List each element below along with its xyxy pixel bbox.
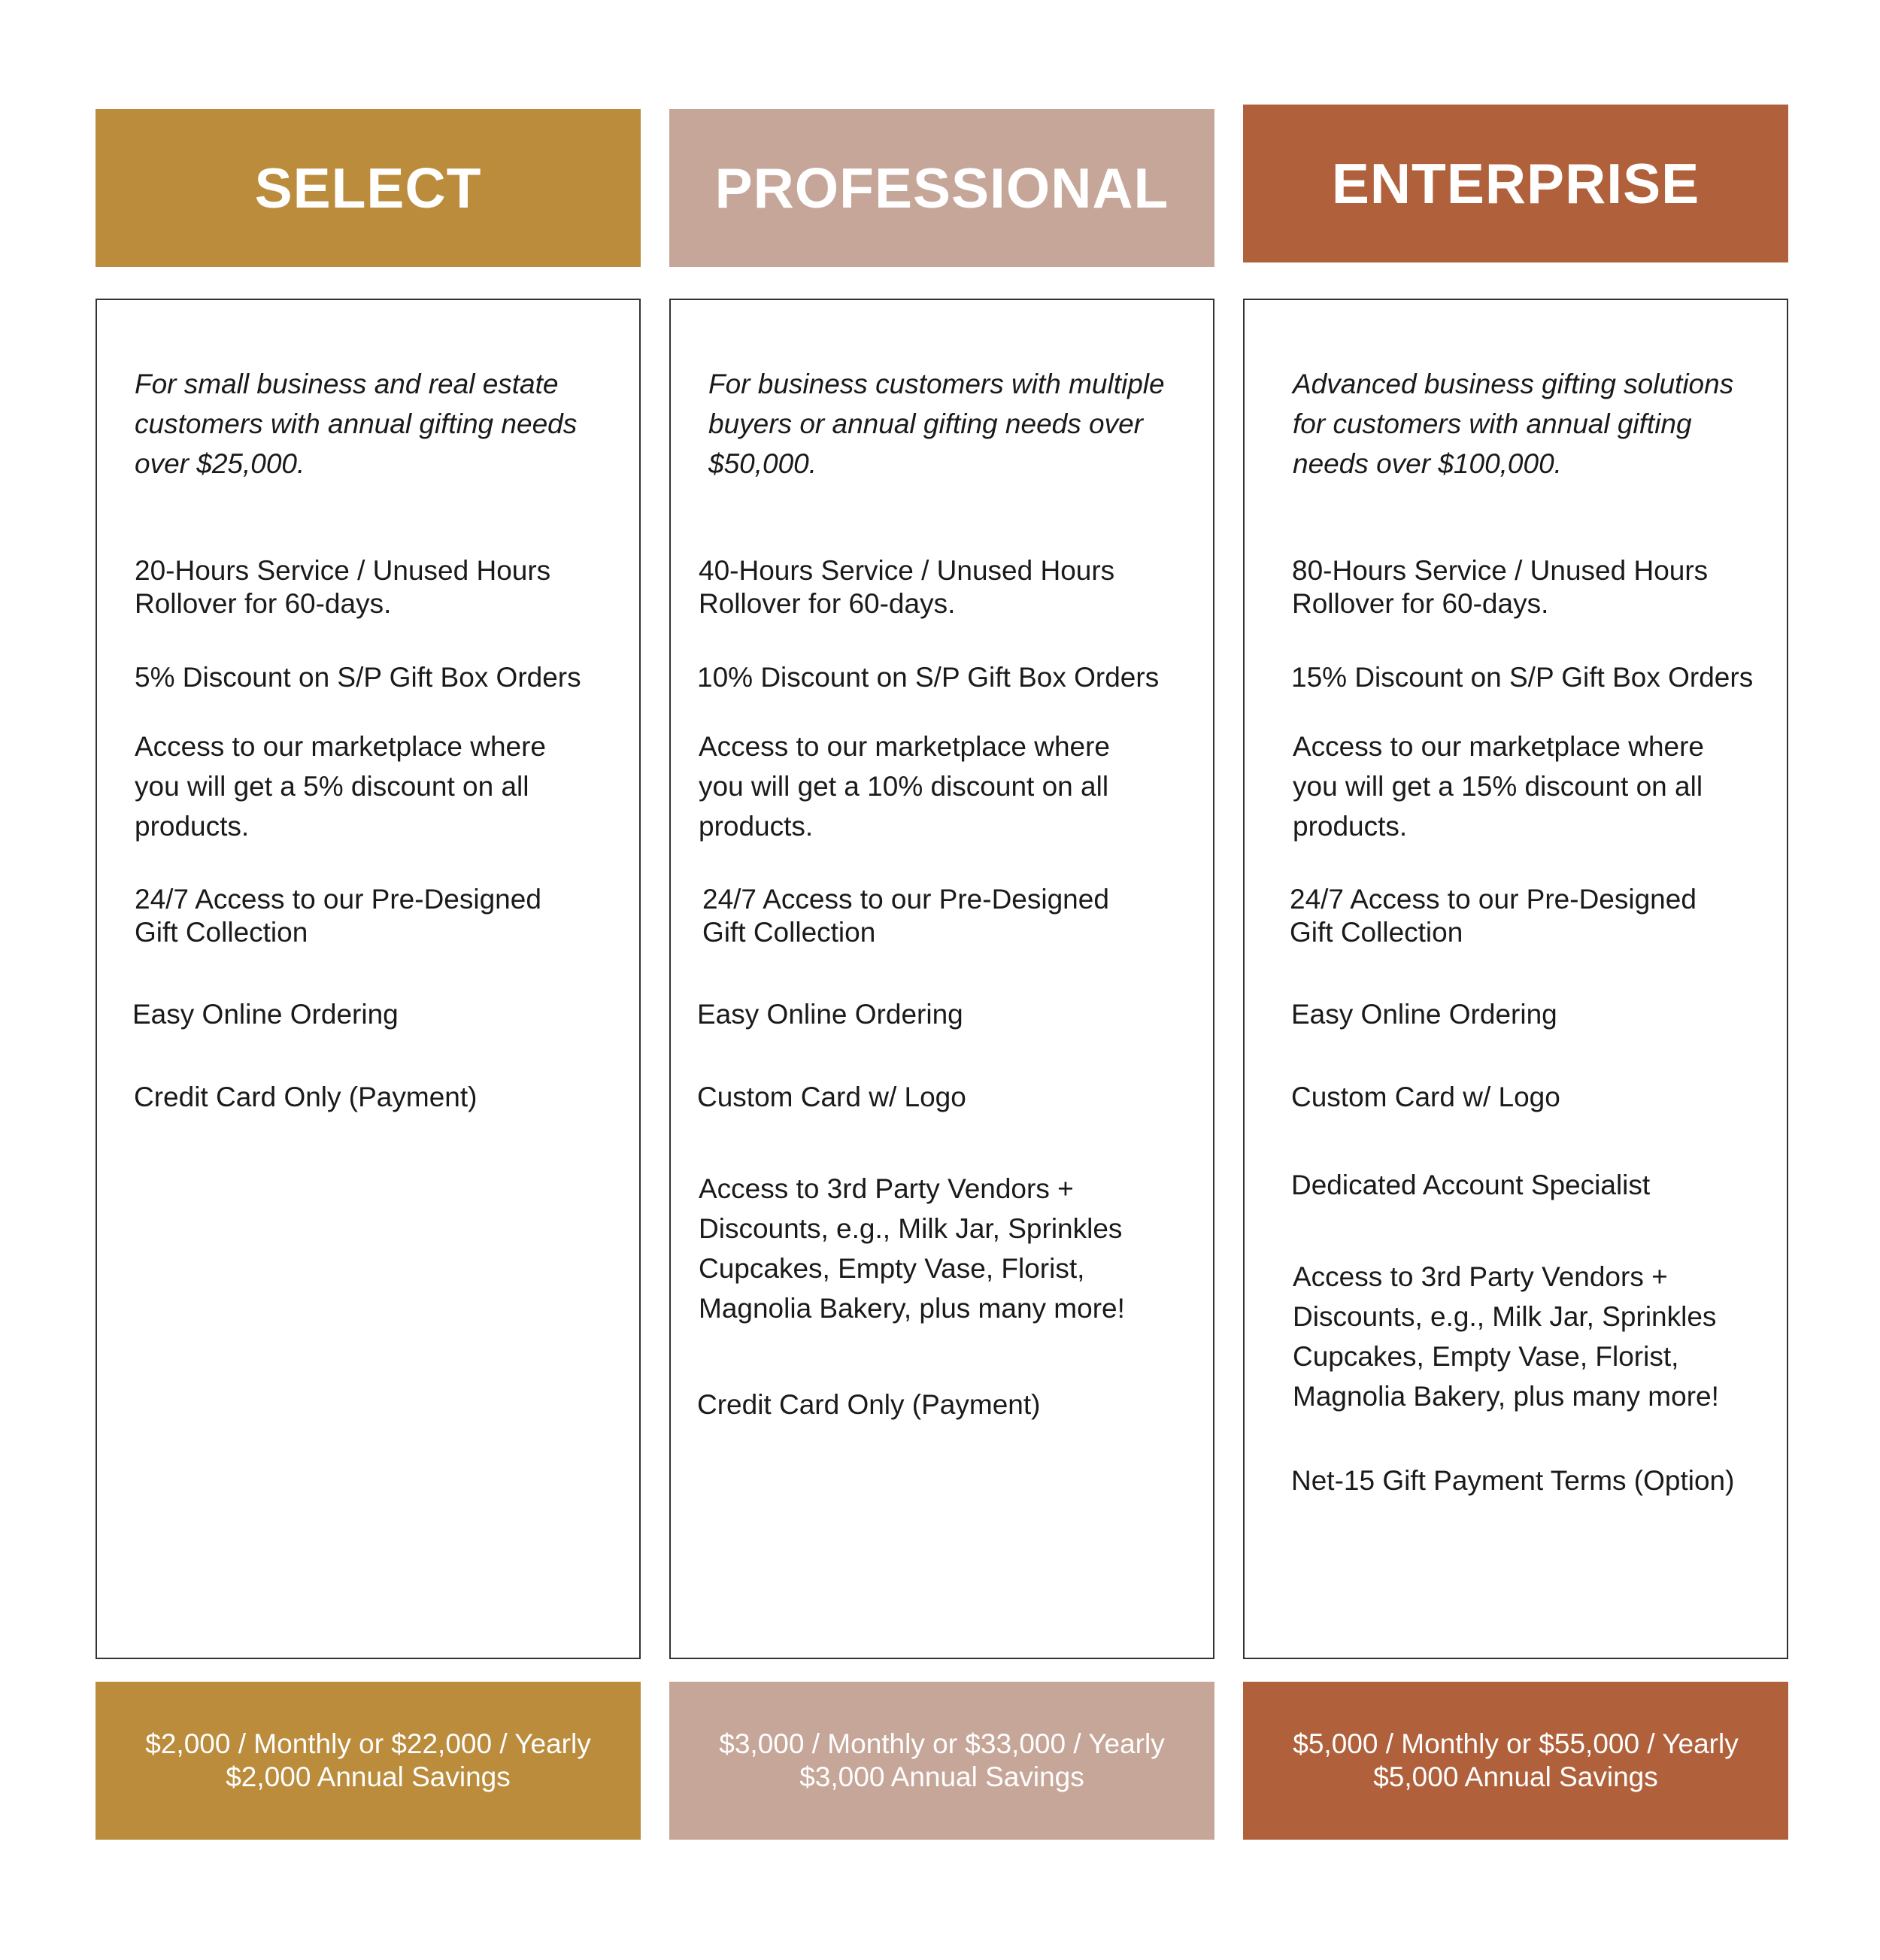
plan-enterprise-header bbox=[1243, 105, 1788, 262]
plan-enterprise-title: ENTERPRISE bbox=[1331, 152, 1700, 215]
savings-line: $5,000 Annual Savings bbox=[1373, 1761, 1658, 1792]
feature-item: Access to 3rd Party Vendors + Discounts, e.g., Milk Jar, Sprinkles Cupcakes, Empty Vase, Florist, Magnolia Bakery, plus many more! bbox=[699, 1173, 1125, 1324]
feature-item: Custom Card w/ Logo bbox=[1291, 1082, 1560, 1112]
feature-item: 24/7 Access to our Pre-Designed Gift Collection bbox=[702, 884, 1109, 948]
feature-item: Easy Online Ordering bbox=[1291, 999, 1557, 1030]
feature-item: Access to our marketplace where you will get a 10% discount on all products. bbox=[699, 731, 1111, 842]
plan-select-header bbox=[96, 109, 641, 267]
feature-item: Dedicated Account Specialist bbox=[1291, 1170, 1651, 1200]
price-line: $5,000 / Monthly or $55,000 / Yearly bbox=[1293, 1728, 1739, 1759]
feature-item: 5% Discount on S/P Gift Box Orders bbox=[135, 662, 581, 693]
feature-item: Net-15 Gift Payment Terms (Option) bbox=[1291, 1465, 1735, 1496]
plan-select-features-panel bbox=[96, 299, 641, 1659]
plan-professional-header bbox=[669, 109, 1214, 267]
feature-item: 15% Discount on S/P Gift Box Orders bbox=[1291, 662, 1754, 693]
feature-item: 80-Hours Service / Unused Hours Rollover for 60-days. bbox=[1292, 555, 1709, 619]
feature-item: Access to our marketplace where you will get a 5% discount on all products. bbox=[135, 731, 547, 842]
savings-line: $2,000 Annual Savings bbox=[226, 1761, 511, 1792]
feature-item: 20-Hours Service / Unused Hours Rollover for 60-days. bbox=[135, 555, 551, 619]
feature-item: Custom Card w/ Logo bbox=[697, 1082, 966, 1112]
plan-enterprise-description: Advanced business gifting solutions for customers with annual gifting needs over $100,000. bbox=[1293, 369, 1734, 479]
plan-professional-features-panel bbox=[669, 299, 1214, 1659]
price-line: $2,000 / Monthly or $22,000 / Yearly bbox=[145, 1728, 591, 1759]
feature-item: 24/7 Access to our Pre-Designed Gift Collection bbox=[135, 884, 541, 948]
price-line: $3,000 / Monthly or $33,000 / Yearly bbox=[719, 1728, 1165, 1759]
plan-select-pricing bbox=[96, 1682, 641, 1840]
feature-item: 40-Hours Service / Unused Hours Rollover for 60-days. bbox=[699, 555, 1115, 619]
feature-item: Access to 3rd Party Vendors + Discounts, e.g., Milk Jar, Sprinkles Cupcakes, Empty Vase, Florist, Magnolia Bakery, plus many more! bbox=[1293, 1261, 1719, 1412]
plan-professional-description: For business customers with multiple buyers or annual gifting needs over $50,000. bbox=[708, 369, 1165, 479]
plan-select-description: For small business and real estate customers with annual gifting needs over $25,000. bbox=[135, 369, 578, 479]
plan-professional-pricing bbox=[669, 1682, 1214, 1840]
feature-item: Access to our marketplace where you will get a 15% discount on all products. bbox=[1293, 731, 1705, 842]
feature-item: Credit Card Only (Payment) bbox=[134, 1082, 478, 1112]
feature-item: Easy Online Ordering bbox=[697, 999, 963, 1030]
plan-professional-title: PROFESSIONAL bbox=[714, 156, 1169, 220]
feature-item: Easy Online Ordering bbox=[132, 999, 399, 1030]
plan-select-title: SELECT bbox=[254, 156, 482, 220]
savings-line: $3,000 Annual Savings bbox=[799, 1761, 1084, 1792]
plan-enterprise-pricing bbox=[1243, 1682, 1788, 1840]
feature-item: 24/7 Access to our Pre-Designed Gift Collection bbox=[1290, 884, 1697, 948]
plan-enterprise-features-panel bbox=[1243, 299, 1788, 1659]
feature-item: 10% Discount on S/P Gift Box Orders bbox=[697, 662, 1160, 693]
feature-item: Credit Card Only (Payment) bbox=[697, 1389, 1041, 1420]
